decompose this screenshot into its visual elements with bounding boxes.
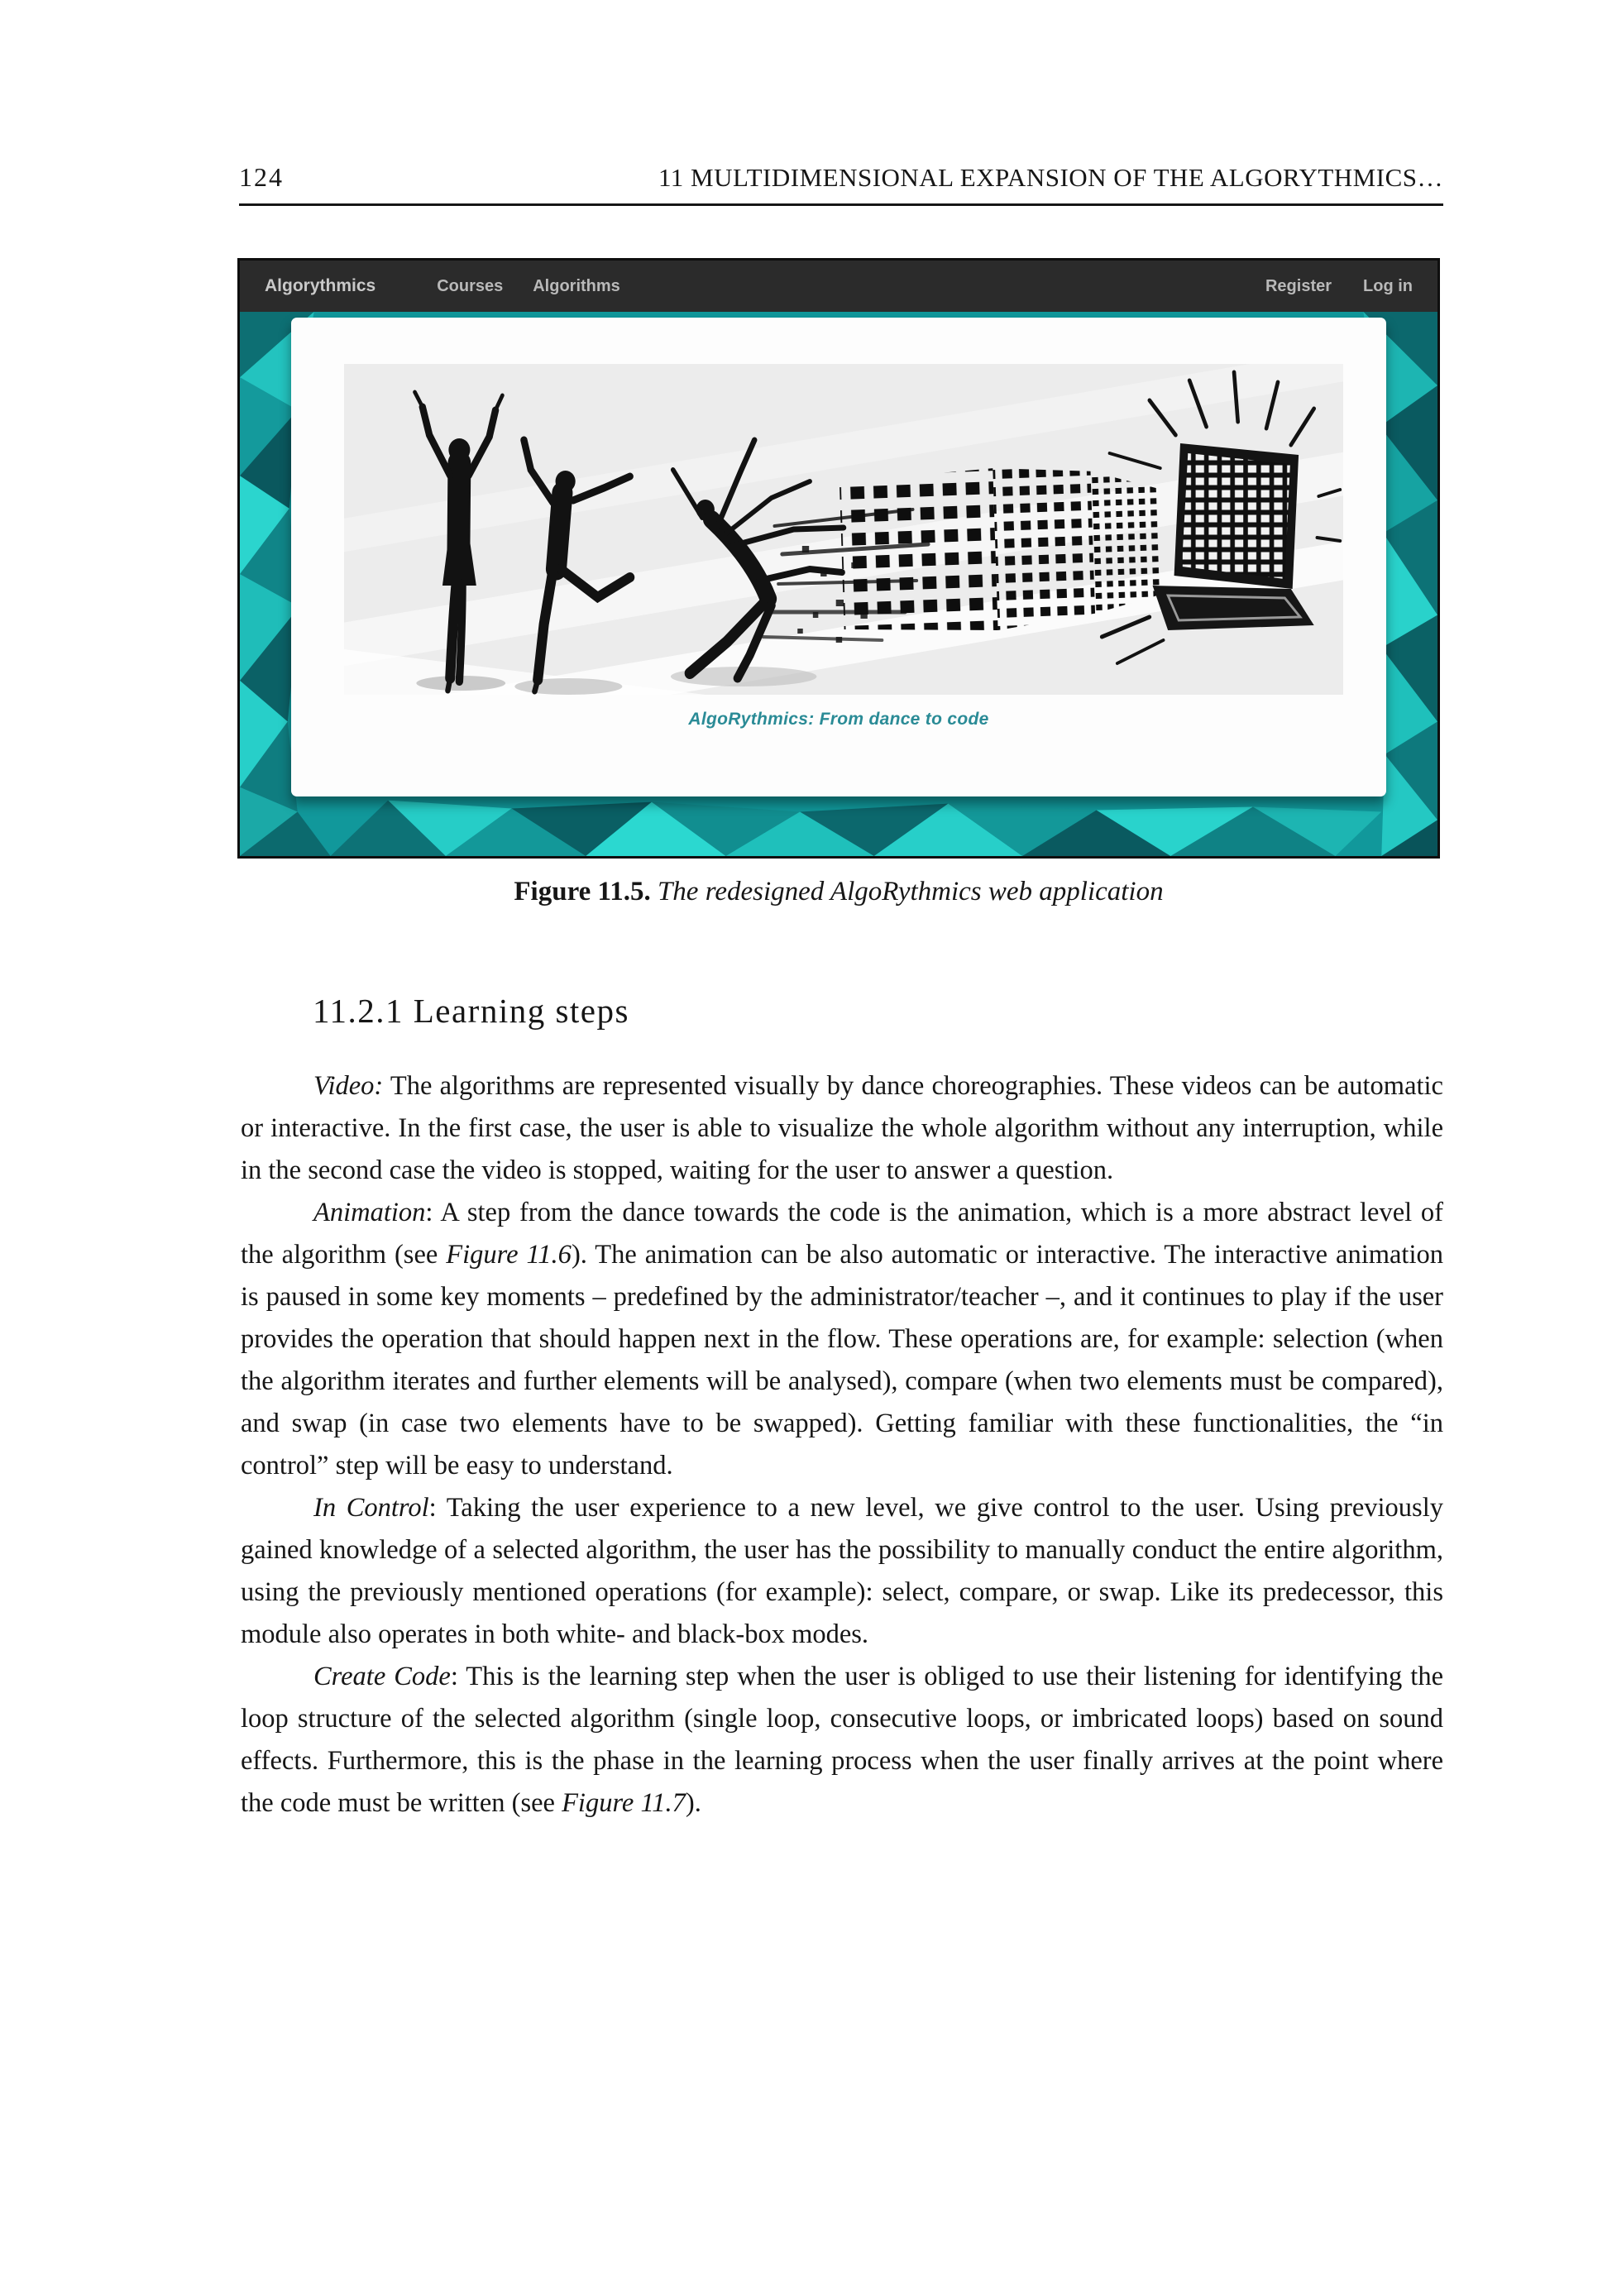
figure-reference: Figure 11.7 — [562, 1788, 686, 1818]
page-number: 124 — [239, 162, 284, 192]
paragraph-body: ). The animation can be also automatic or interactive. The interactive animation is paused in some key moments – predefined by the administrator/teacher –, and it continues to play if the user provides the operation that should happen next in the flow. These operations are, for example: selection (when the algorithm iterates and further elements will be analysed), compare (when two elements must be compared), and swap (in case two elements have to be swapped). Getting familiar with these functionalities, the “in control” step will be easy to understand. — [241, 1240, 1443, 1480]
nav-link-algorithms[interactable]: Algorithms — [533, 276, 620, 295]
paragraph-body: : Taking the user experience to a new level, we give control to the user. Using previously gained knowledge of a selected algorithm, the user has the possibility to manually conduct the entire algorithm, using the previously mentioned operations (for example): select, compare, or swap. Like its predecessor, this module also operates in both white- and black-box modes. — [241, 1493, 1443, 1649]
hero-tagline: AlgoRythmics: From dance to code — [688, 710, 989, 729]
body-text — [241, 1065, 1443, 1825]
figure-reference: Figure 11.6 — [446, 1240, 572, 1270]
paragraph-in-control — [241, 1487, 1443, 1656]
figure-caption — [237, 877, 1440, 907]
figure-caption-text: The redesigned AlgoRythmics web application — [657, 877, 1164, 906]
paragraph-body: : A step from the dance towards the code is the animation, which is a more abstract level of the algorithm (see — [241, 1198, 1443, 1270]
dancers-laptop-artwork — [344, 364, 1343, 695]
app-brand-link[interactable]: Algorythmics — [265, 276, 376, 295]
nav-link-courses[interactable]: Courses — [437, 276, 504, 295]
app-hero-area — [240, 312, 1437, 856]
nav-link-register[interactable]: Register — [1265, 276, 1332, 295]
paragraph-create-code — [241, 1656, 1443, 1825]
paragraph-lead: Create Code — [313, 1662, 451, 1691]
app-navbar — [240, 261, 1437, 312]
section-heading: 11.2.1 Learning steps — [313, 992, 629, 1030]
hero-card — [291, 318, 1386, 796]
paragraph-body: The algorithms are represented visually by dance choreographies. These videos can be automatic or interactive. In the first case, the user is able to visualize the whole algorithm without any interruption, while in the second case the video is stopped, waiting for the user to answer a question. — [241, 1071, 1443, 1185]
paragraph-body: : This is the learning step when the user is obliged to use their listening for identifying the loop structure of the selected algorithm (single loop, consecutive loops, or imbricated loops) based on sound effects. Furthermore, this is the phase in the learning process when the user finally arrives at the point where the code must be written (see — [241, 1662, 1443, 1818]
dance-to-code-illustration — [344, 364, 1343, 695]
paragraph-lead: Animation — [313, 1198, 426, 1227]
paragraph-lead: Video: — [313, 1071, 384, 1101]
figure-caption-label: Figure 11.5. — [514, 877, 651, 906]
running-title: 11 MULTIDIMENSIONAL EXPANSION OF THE ALGORYTHMICS… — [658, 163, 1443, 192]
running-head — [239, 162, 1443, 206]
paragraph-animation — [241, 1192, 1443, 1487]
paragraph-video — [241, 1065, 1443, 1192]
paragraph-lead: In Control — [313, 1493, 429, 1523]
nav-link-login[interactable]: Log in — [1363, 276, 1413, 295]
figure-screenshot — [237, 258, 1440, 859]
paragraph-body: ). — [685, 1788, 701, 1818]
